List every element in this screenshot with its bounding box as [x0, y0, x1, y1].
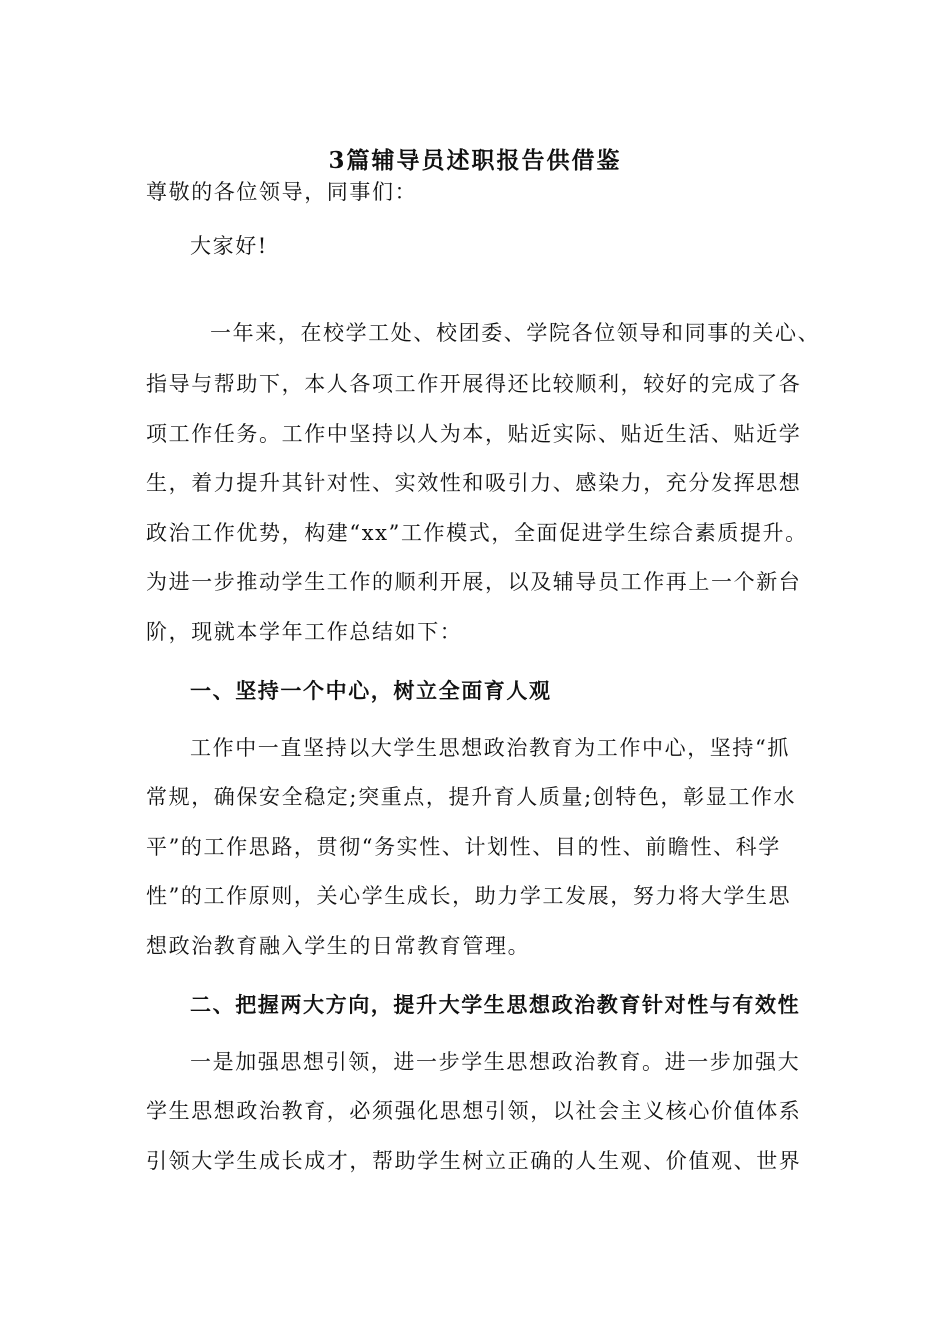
intro-line: 阶，现就本学年工作总结如下：	[146, 620, 463, 644]
section1-line: 常规，确保安全稳定;突重点，提升育人质量;创特色，彰显工作水	[146, 785, 797, 809]
intro-line: 一年来，在校学工处、校团委、学院各位领导和同事的关心、	[210, 321, 821, 345]
section2-line: 学生思想政治教育，必须强化思想引领，以社会主义核心价值体系	[146, 1099, 802, 1123]
section-heading-2: 二、把握两大方向，提升大学生思想政治教育针对性与有效性	[190, 992, 801, 1017]
section1-line: 性”的工作原则，关心学生成长，助力学工发展，努力将大学生思	[146, 884, 792, 908]
greeting: 大家好!	[190, 234, 268, 258]
intro-line: 政治工作优势，构建“xx”工作模式，全面促进学生综合素质提升。	[146, 521, 808, 545]
intro-line: 为进一步推动学生工作的顺利开展，以及辅导员工作再上一个新台	[146, 570, 802, 594]
section1-line: 平”的工作思路，贯彻“务实性、计划性、目的性、前瞻性、科学	[146, 835, 781, 859]
intro-line: 生，着力提升其针对性、实效性和吸引力、感染力，充分发挥思想	[146, 471, 802, 495]
salutation: 尊敬的各位领导，同事们：	[146, 180, 418, 204]
section1-line: 想政治教育融入学生的日常教育管理。	[146, 934, 531, 958]
section-heading-1: 一、坚持一个中心，树立全面育人观	[190, 678, 552, 703]
section1-line: 工作中一直坚持以大学生思想政治教育为工作中心，坚持“抓	[190, 736, 790, 760]
section2-line: 引领大学生成长成才，帮助学生树立正确的人生观、价值观、世界	[146, 1149, 802, 1173]
document-title: 3篇辅导员述职报告供借鉴	[328, 147, 622, 174]
intro-line: 项工作任务。工作中坚持以人为本，贴近实际、贴近生活、贴近学	[146, 422, 802, 446]
intro-line: 指导与帮助下，本人各项工作开展得还比较顺利，较好的完成了各	[146, 372, 802, 396]
section2-line: 一是加强思想引领，进一步学生思想政治教育。进一步加强大	[190, 1050, 801, 1074]
